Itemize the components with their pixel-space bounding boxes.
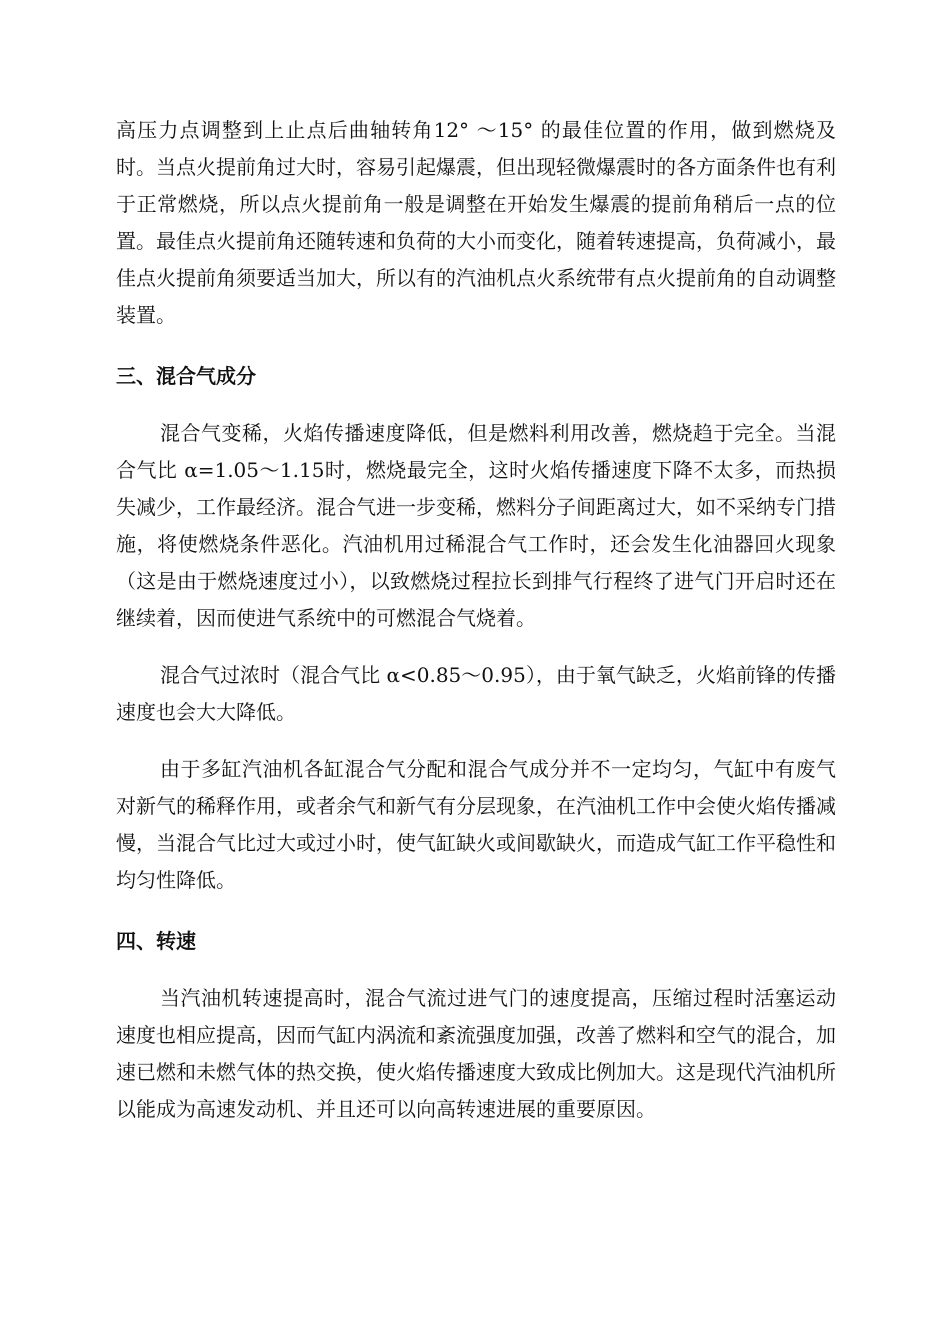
paragraph-lean-mixture: 混合气变稀，火焰传播速度降低，但是燃料利用改善，燃烧趋于完全。当混合气比 α=1.05～1.15时，燃烧最完全，这时火焰传播速度下降不太多，而热损失减少，工作最经济。混合气进一步变稀，燃料分子间距离过大，如不采纳专门措施，将使燃烧条件恶化。汽油机用过稀混合气工作时，还会发生化油器回火现象（这是由于燃烧速度过小），以致燃烧过程拉长到排气行程终了进气门开启时还在继续着，因而使进气系统中的可燃混合气烧着。 bbox=[116, 421, 836, 630]
paragraph-ignition-advance: 高压力点调整到上止点后曲轴转角12° ～15° 的最佳位置的作用，做到燃烧及时。当点火提前角过大时，容易引起爆震，但出现轻微爆震时的各方面条件也有利于正常燃烧，所以点火提前角一般是调整在开始发生爆震的提前角稍后一点的位置。最佳点火提前角还随转速和负荷的大小而变化，随着转速提高，负荷减小，最佳点火提前角须要适当加大，所以有的汽油机点火系统带有点火提前角的自动调整装置。 bbox=[116, 118, 836, 327]
document-page bbox=[116, 112, 836, 1128]
paragraph-engine-speed: 当汽油机转速提高时，混合气流过进气门的速度提高，压缩过程时活塞运动速度也相应提高，因而气缸内涡流和紊流强度加强，改善了燃料和空气的混合，加速已燃和未燃气体的热交换，使火焰传播速度大致成比例加大。这是现代汽油机所以能成为高速发动机、并且还可以向高转速进展的重要原因。 bbox=[116, 986, 836, 1121]
paragraph-multi-cylinder: 由于多缸汽油机各缸混合气分配和混合气成分并不一定均匀，气缸中有废气对新气的稀释作用，或者余气和新气有分层现象，在汽油机工作中会使火焰传播减慢，当混合气比过大或过小时，使气缸缺火或间歇缺火，而造成气缸工作平稳性和均匀性降低。 bbox=[116, 757, 836, 892]
paragraph-rich-mixture: 混合气过浓时（混合气比 α<0.85～0.95），由于氧气缺乏，火焰前锋的传播速度也会大大降低。 bbox=[116, 663, 836, 724]
section-heading-speed: 四、转速 bbox=[116, 929, 196, 953]
section-heading-mixture: 三、混合气成分 bbox=[116, 364, 256, 388]
